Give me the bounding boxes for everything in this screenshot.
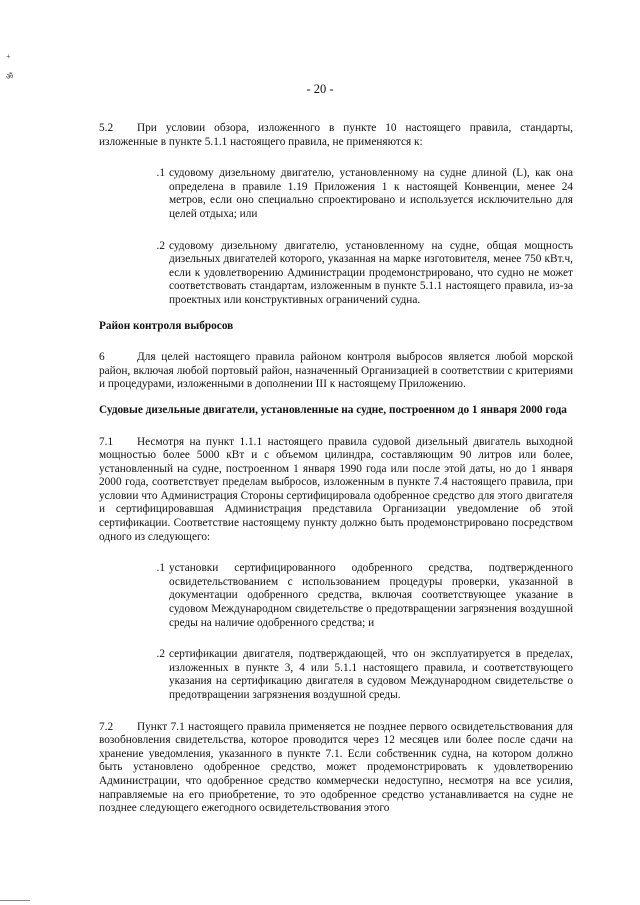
subparagraph-text: судовому дизельному двигателю, установленному на судне, общая мощность дизельных двигателей которого, указанная на марке изготовителя, менее 750 кВт.ч, если к удовлетворению Администрации продемонстрировано, что судно не может соответствовать стандартам, изложенным в пункте 5.1.1 настоящего правила, из-за проектных или конструктивных ограничений судна.	[169, 239, 573, 306]
paragraph-number: 6	[99, 351, 105, 364]
heading-engines-before-2000: Судовые дизельные двигатели, установленные на судне, построенном до 1 января 2000 года	[99, 403, 567, 416]
subparagraph-text: судовому дизельному двигателю, установленному на судне длиной (L), как она определена в правиле 1.19 Приложения 1 к настоящей Конвенции, менее 24 метров, если оно специально спроектировано и используется исключительно для целей отдыха; или	[169, 167, 573, 220]
document-body	[99, 122, 573, 816]
margin-mark: ॐ	[6, 72, 14, 81]
bottom-rule	[0, 900, 30, 901]
subparagraph-5-2-1	[99, 167, 573, 221]
margin-mark: +	[6, 52, 11, 61]
paragraph-5-2	[99, 122, 573, 149]
margin-marks	[6, 52, 16, 82]
paragraph-number: 7.1	[99, 435, 114, 448]
page-number: - 20 -	[306, 82, 334, 96]
paragraph-text: При условии обзора, изложенного в пункте 10 настоящего правила, стандарты, изложенные в пункте 5.1.1 настоящего правила, не применяются к:	[99, 122, 573, 148]
paragraph-7-2	[99, 721, 573, 816]
margin-mark	[6, 62, 16, 72]
subparagraph-5-2-2	[99, 240, 573, 308]
paragraph-number: 7.2	[99, 720, 114, 733]
paragraph-number: 5.2	[99, 122, 114, 134]
heading-emission-control-area: Район контроля выбросов	[99, 319, 234, 332]
spacer	[99, 703, 573, 721]
paragraph-text: Для целей настоящего правила районом контроля выбросов является любой морской район, включая любой портовый район, назначенный Организацией в соответствии с критериями и процедурами, изложенными в дополнении III к настоящему Приложению.	[99, 351, 573, 391]
subparagraph-number: .2	[156, 648, 165, 661]
subparagraph-number: .1	[156, 562, 165, 575]
subparagraph-number: .2	[156, 239, 165, 252]
paragraph-6	[99, 351, 573, 392]
paragraph-text: Пункт 7.1 настоящего правила применяется не позднее первого освидетельствования для возобновления свидетельства, которое проводится через 12 месяцев или более после сдачи на хранение уведомления, указанного в пункте 7.1. Если собственник судна, на котором должно быть установлено одобренное средство, может продемонстрировать к удовлетворению Администрации, что одобренное средство коммерчески недоступно, несмотря на все усилия, направляемые на его приобретение, то это одобренное средство устанавливается на судне не позднее следующего ежегодного освидетельствования этого	[99, 720, 573, 815]
subparagraph-number: .1	[156, 167, 165, 180]
subparagraph-7-1-2	[99, 648, 573, 702]
paragraph-text: Несмотря на пункт 1.1.1 настоящего правила судовой дизельный двигатель выходной мощностью более 5000 кВт и с объемом цилиндра, составляющим 90 литров или более, установленный на судне, построенном 1 января 1990 года или после этой даты, но до 1 января 2000 года, соответствует пределам выбросов, изложенным в пункте 7.4 настоящего правила, при условии что Администрация Стороны сертифицировала одобренное средство для этого двигателя и сертифицировавшая Администрация представила Организации уведомление об этой сертификации. Соответствие настоящему пункту должно быть продемонстрировано посредством одного из следующего:	[99, 435, 573, 543]
paragraph-7-1	[99, 436, 573, 545]
subparagraph-text: сертификации двигателя, подтверждающей, что он эксплуатируется в пределах, изложенных в пункте 3, 4 или 5.1.1 настоящего правила, и соответствующего указания на сертификацию двигателя в судовом Международном свидетельстве о предотвращении загрязнения воздушной среды.	[169, 648, 573, 701]
subparagraph-7-1-1	[99, 562, 573, 630]
subparagraph-text: установки сертифицированного одобренного средства, подтвержденного освидетельствованием с использованием процедуры проверки, указанной в документации одобренного средства, включая соответствующее указание в судовом Международном свидетельстве о предотвращении загрязнения воздушной среды на наличие одобренного средства; и	[169, 562, 573, 629]
